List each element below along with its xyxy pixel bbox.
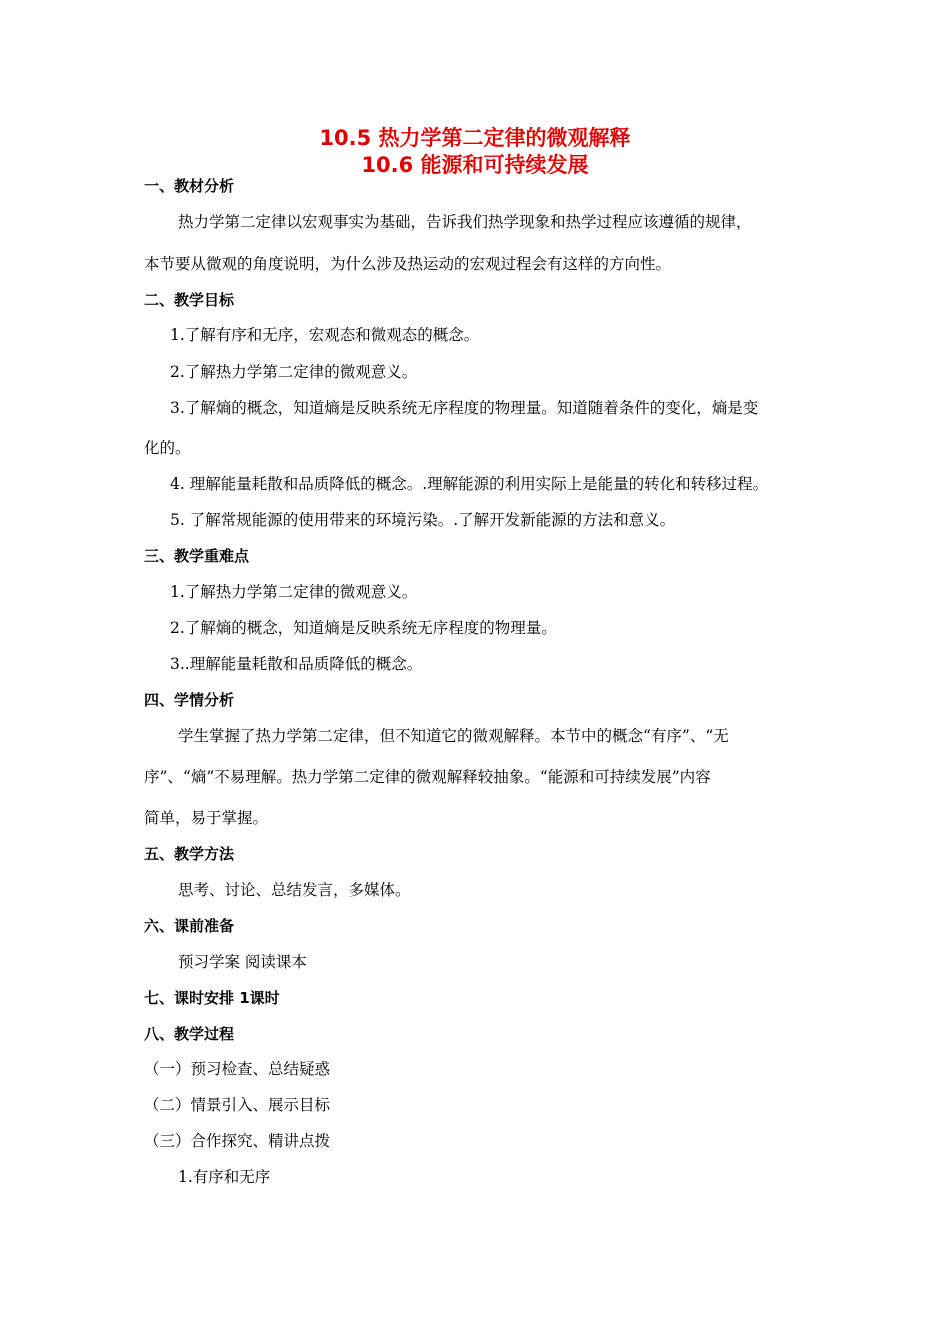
section-heading-key-difficulties: 三、教学重难点 — [144, 547, 250, 565]
paragraph-line: 本节要从微观的角度说明，为什么涉及热运动的宏观过程会有这样的方向性。 — [144, 255, 672, 273]
list-item: 5. 了解常规能源的使用带来的环境污染。.了解开发新能源的方法和意义。 — [170, 511, 676, 529]
list-item: 1.了解有序和无序，宏观态和微观态的概念。 — [170, 326, 480, 344]
paragraph-line: 预习学案 阅读课本 — [178, 953, 307, 971]
list-item: （三）合作探究、精讲点拨 — [144, 1132, 331, 1150]
title-line-2: 10.6 能源和可持续发展 — [361, 153, 589, 177]
paragraph-line: 思考、讨论、总结发言，多媒体。 — [178, 881, 411, 899]
section-heading-textbook-analysis: 一、教材分析 — [144, 177, 235, 195]
section-heading-student-analysis: 四、学情分析 — [144, 691, 235, 709]
list-item: （一）预习检查、总结疑惑 — [144, 1060, 331, 1078]
title-line-1: 10.5 热力学第二定律的微观解释 — [319, 126, 631, 150]
section-heading-schedule: 七、课时安排 1课时 — [144, 989, 280, 1007]
section-heading-preparation: 六、课前准备 — [144, 917, 235, 935]
paragraph-line: 简单，易于掌握。 — [144, 809, 269, 827]
section-heading-teaching-methods: 五、教学方法 — [144, 845, 235, 863]
list-item: 4. 理解能量耗散和品质降低的概念。.理解能源的利用实际上是能量的转化和转移过程。 — [170, 475, 769, 493]
list-item: 1.有序和无序 — [178, 1168, 271, 1186]
list-item: 3.了解熵的概念，知道熵是反映系统无序程度的物理量。知道随着条件的变化，熵是变 — [170, 399, 759, 417]
list-item: 3..理解能量耗散和品质降低的概念。 — [170, 655, 423, 673]
paragraph-line: 序”、“熵”不易理解。热力学第二定律的微观解释较抽象。“能源和可持续发展”内容 — [144, 768, 711, 786]
list-item-continuation: 化的。 — [144, 439, 191, 457]
section-heading-teaching-goals: 二、教学目标 — [144, 291, 235, 309]
list-item: 2.了解熵的概念，知道熵是反映系统无序程度的物理量。 — [170, 619, 557, 637]
paragraph-line: 热力学第二定律以宏观事实为基础，告诉我们热学现象和热学过程应该遵循的规律， — [178, 213, 752, 231]
list-item: 1.了解热力学第二定律的微观意义。 — [170, 583, 418, 601]
paragraph-line: 学生掌握了热力学第二定律，但不知道它的微观解释。本节中的概念“有序”、“无 — [178, 727, 729, 745]
list-item: 2.了解热力学第二定律的微观意义。 — [170, 363, 418, 381]
section-heading-teaching-process: 八、教学过程 — [144, 1025, 235, 1043]
list-item: （二）情景引入、展示目标 — [144, 1096, 331, 1114]
